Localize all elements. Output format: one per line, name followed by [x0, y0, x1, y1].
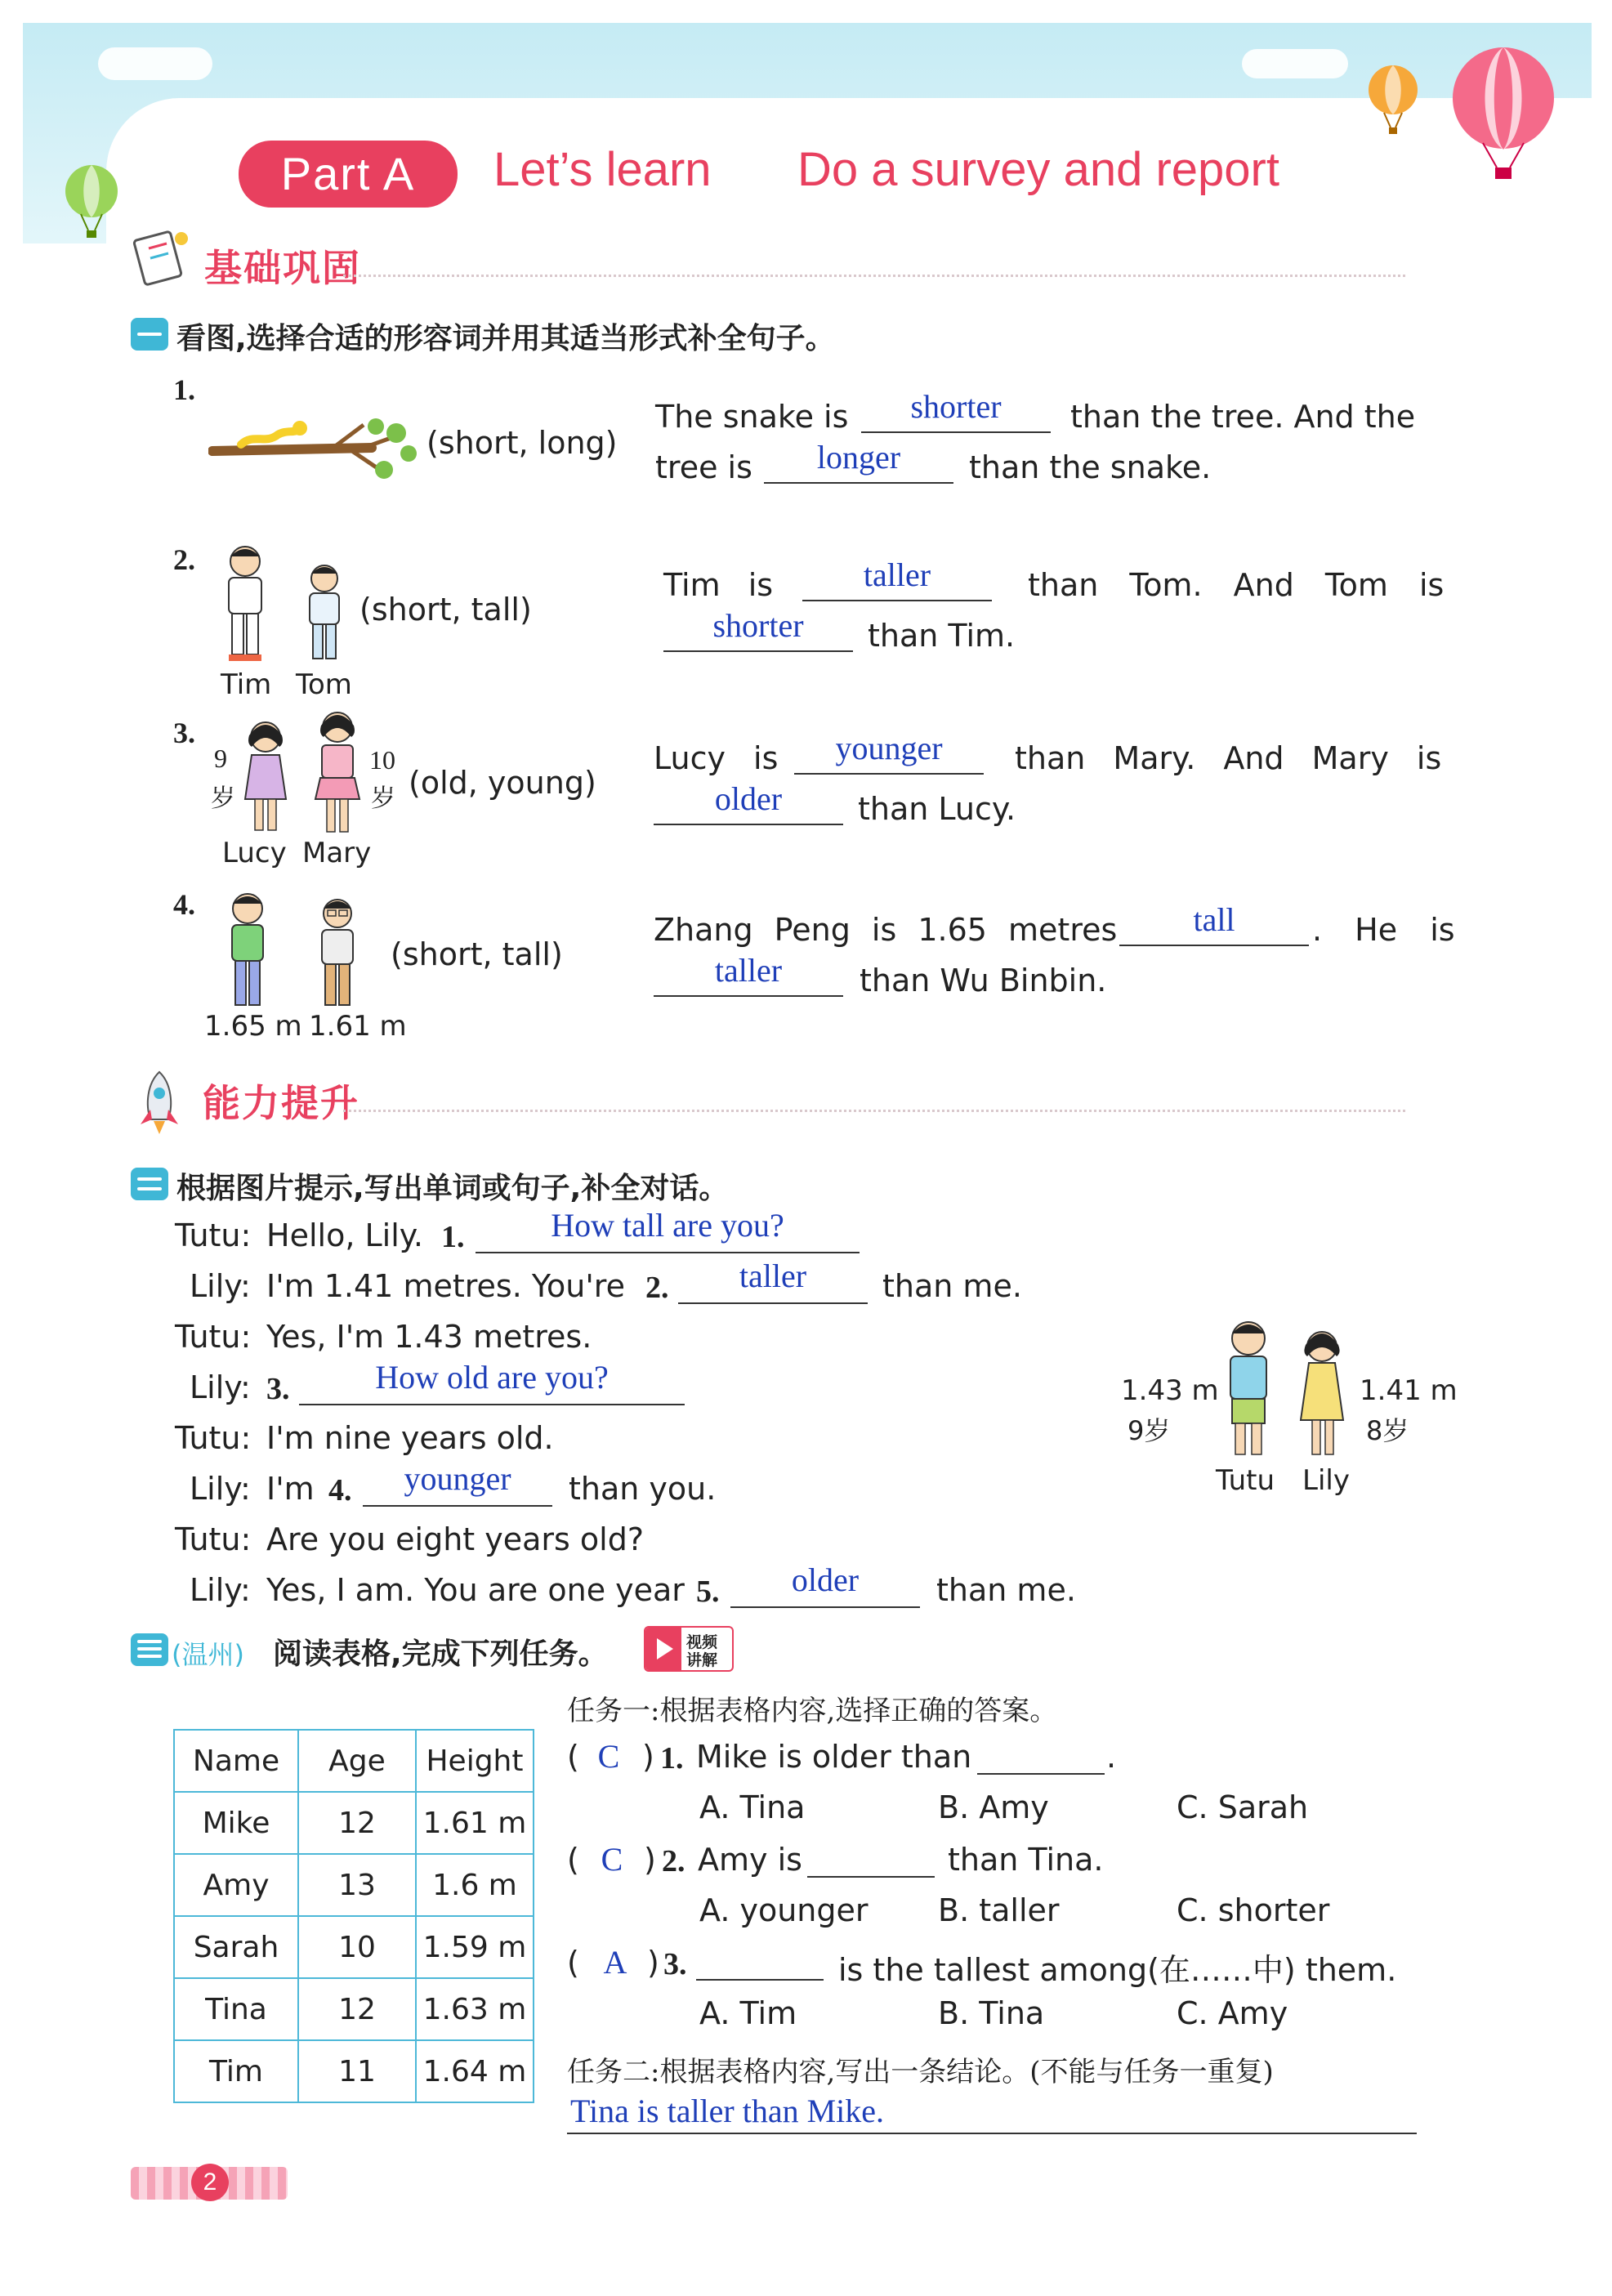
play-icon	[645, 1628, 681, 1670]
q4-answer-1: tall	[1193, 901, 1235, 938]
q3-answer-1: younger	[835, 730, 943, 766]
mc-number: 3.	[663, 1947, 687, 1981]
q1-text-a: The snake is	[655, 399, 849, 435]
q4-hint: (short, tall)	[391, 936, 563, 972]
table-row	[174, 2040, 534, 2102]
mc-paren-close: )	[647, 1945, 659, 1981]
mc-option: B. Amy	[938, 1789, 1049, 1825]
q3-answer-2: older	[714, 780, 783, 817]
mc-number: 1.	[660, 1741, 684, 1776]
q3-blank-2[interactable]	[654, 824, 843, 825]
dialog-speaker: Tutu:	[175, 1521, 252, 1557]
mc-paren-close: )	[644, 1842, 656, 1878]
video-label-2: 讲解	[686, 1651, 718, 1669]
table-header: Height	[416, 1730, 534, 1792]
cloud-icon	[1242, 49, 1348, 78]
q2-name-tom: Tom	[296, 668, 352, 701]
q2-answer-2: shorter	[712, 607, 804, 644]
mc-paren-open: (	[567, 1945, 579, 1981]
page-number-circle	[191, 2164, 229, 2201]
q2-text-d: than Tim.	[868, 618, 1016, 654]
q1-blank-1[interactable]	[861, 431, 1051, 433]
table-cell: Tim	[174, 2040, 298, 2102]
q1-answer-1: shorter	[910, 388, 1002, 425]
mc-stem: Mike is older than	[696, 1739, 972, 1775]
table-cell: 12	[298, 1792, 416, 1854]
boy-tim-figure	[214, 543, 276, 666]
dialog-text-after: than me.	[936, 1572, 1076, 1608]
lily-name: Lily	[1302, 1464, 1350, 1497]
boy-tom-figure	[298, 562, 351, 667]
lesson-title-survey: Do a survey and report	[797, 143, 1279, 196]
dialog-blank-4[interactable]	[363, 1505, 552, 1507]
mc-blank-3[interactable]	[696, 1979, 824, 1981]
table-row	[174, 1792, 534, 1854]
q4-height-1: 1.65 m	[204, 1010, 302, 1043]
table-row	[174, 1978, 534, 2040]
mc-answer-2: C	[601, 1841, 623, 1878]
table-cell: 1.6 m	[416, 1854, 534, 1916]
girl-mary-figure	[309, 708, 366, 840]
mc-stem-after: is the tallest among(在……中) them.	[838, 1952, 1397, 1988]
dialog-blank-5[interactable]	[730, 1606, 920, 1608]
rocket-icon	[131, 1069, 188, 1137]
table-row	[174, 1916, 534, 1978]
table-header-row	[174, 1730, 534, 1792]
table-cell: 12	[298, 1978, 416, 2040]
dialog-speaker: Tutu:	[175, 1319, 252, 1355]
section-title-basic: 基础巩固	[204, 246, 361, 290]
q3-blank-1[interactable]	[794, 773, 984, 775]
dialog-answer-4: younger	[404, 1460, 511, 1497]
mc-answer-1: C	[597, 1738, 620, 1775]
q1-text-c: tree is	[655, 449, 752, 485]
boy-tutu-figure	[1216, 1317, 1281, 1464]
mc-stem-after: .	[1106, 1739, 1117, 1775]
q4-number: 4.	[173, 888, 195, 921]
tutu-height: 1.43 m	[1121, 1374, 1219, 1407]
dialog-blank-number: 3.	[266, 1372, 290, 1406]
dialog-speaker: Lily:	[190, 1268, 251, 1304]
q3-text-a: Lucy is	[654, 740, 779, 776]
dialog-blank-2[interactable]	[678, 1302, 868, 1304]
section-divider	[343, 1110, 1405, 1112]
q2-blank-2[interactable]	[663, 650, 853, 652]
table-cell: Tina	[174, 1978, 298, 2040]
dialog-text: Yes, I am. You are one year	[266, 1572, 685, 1608]
table-header: Age	[298, 1730, 416, 1792]
task2-title: 任务二:根据表格内容,写出一条结论。(不能与任务一重复)	[567, 2056, 1274, 2088]
girl-lucy-figure	[237, 717, 294, 840]
dialog-answer-1: How tall are you?	[551, 1207, 784, 1244]
dialog-answer-2: taller	[739, 1257, 807, 1294]
lily-age: 8岁	[1366, 1415, 1409, 1446]
q1-number: 1.	[173, 373, 195, 406]
task2-blank[interactable]	[567, 2133, 1417, 2134]
q3-age-mary: 10	[369, 745, 395, 775]
hot-air-balloon-icon	[1446, 45, 1561, 184]
dialog-speaker: Lily:	[190, 1471, 251, 1507]
tutu-name: Tutu	[1216, 1464, 1275, 1497]
section-number-one-icon	[131, 318, 168, 351]
section2-instruction: 根据图片提示,写出单词或句子,补全对话。	[176, 1172, 729, 1205]
dialog-text: I'm nine years old.	[266, 1420, 554, 1456]
video-explanation-button[interactable]	[644, 1626, 734, 1672]
hot-air-balloon-icon	[61, 163, 123, 245]
table-cell: 1.64 m	[416, 2040, 534, 2102]
part-badge	[239, 141, 458, 208]
dialog-blank-number: 5.	[696, 1575, 720, 1609]
dialog-text: Are you eight years old?	[266, 1521, 645, 1557]
q4-text-d: than Wu Binbin.	[860, 963, 1107, 998]
dialog-text-after: than you.	[569, 1471, 717, 1507]
dialog-blank-3[interactable]	[299, 1404, 685, 1405]
video-label-1: 视频	[686, 1633, 718, 1651]
q2-name-tim: Tim	[221, 668, 272, 701]
q2-answer-1: taller	[863, 556, 931, 593]
part-label: Part A	[280, 148, 416, 199]
dialog-speaker: Tutu:	[175, 1217, 252, 1253]
dialog-text: I'm 1.41 metres. You're	[266, 1268, 625, 1304]
table-cell: 10	[298, 1916, 416, 1978]
dialog-text: Hello, Lily.	[266, 1217, 423, 1253]
dialog-text: Yes, I'm 1.43 metres.	[266, 1319, 592, 1355]
lily-height: 1.41 m	[1360, 1374, 1458, 1407]
dialog-speaker: Lily:	[190, 1572, 251, 1608]
q3-hint: (old, young)	[409, 765, 596, 801]
section3-region: (温州)	[172, 1639, 244, 1670]
mc-paren-open: (	[567, 1842, 579, 1878]
table-cell: 1.63 m	[416, 1978, 534, 2040]
section1-instruction: 看图,选择合适的形容词并用其适当形式补全句子。	[176, 322, 835, 355]
dialog-blank-number: 1.	[441, 1220, 465, 1254]
boy-zhang-peng-figure	[219, 891, 276, 1013]
q1-answer-2: longer	[816, 439, 901, 476]
dialog-speaker: Tutu:	[175, 1420, 252, 1456]
section-number-three-icon	[131, 1633, 168, 1666]
q4-answer-2: taller	[714, 952, 783, 989]
mc-option: B. Tina	[938, 1995, 1045, 2031]
cloud-icon	[98, 47, 212, 80]
hot-air-balloon-icon	[1364, 64, 1422, 137]
q4-text-a: Zhang Peng is 1.65 metres	[654, 912, 1118, 948]
q3-name-mary: Mary	[302, 837, 372, 869]
table-cell: Amy	[174, 1854, 298, 1916]
mc-answer-3: A	[603, 1944, 627, 1981]
mc-stem-after: than Tina.	[948, 1842, 1104, 1878]
q3-age-mary-unit: 岁	[371, 784, 395, 813]
mc-option: B. taller	[938, 1892, 1060, 1928]
q2-blank-1[interactable]	[802, 600, 992, 601]
q2-number: 2.	[173, 543, 195, 576]
mc-paren-close: )	[642, 1739, 654, 1775]
q2-text-b: than Tom. And Tom is	[1028, 567, 1445, 603]
dialog-answer-3: How old are you?	[375, 1359, 609, 1396]
mc-paren-open: (	[567, 1739, 579, 1775]
dialog-blank-number: 4.	[328, 1473, 352, 1508]
table-cell: Sarah	[174, 1916, 298, 1978]
table-cell: 13	[298, 1854, 416, 1916]
q3-name-lucy: Lucy	[222, 837, 287, 869]
snake-on-branch-image	[208, 409, 421, 490]
girl-lily-figure	[1293, 1325, 1351, 1464]
q2-hint: (short, tall)	[359, 592, 532, 628]
mc-stem: Amy is	[698, 1842, 802, 1878]
q4-blank-2[interactable]	[654, 995, 843, 997]
q3-text-d: than Lucy.	[858, 791, 1016, 827]
q4-text-b: . He is	[1312, 912, 1455, 948]
mc-option: A. younger	[699, 1892, 869, 1928]
q1-text-d: than the snake.	[969, 449, 1212, 485]
dialog-blank-1[interactable]	[476, 1252, 860, 1253]
q3-age-lucy: 9	[214, 744, 227, 773]
boy-wu-binbin-figure	[310, 896, 364, 1013]
notebook-icon	[131, 224, 196, 286]
mc-number: 2.	[662, 1844, 685, 1878]
table-cell: 11	[298, 2040, 416, 2102]
table-cell: 1.59 m	[416, 1916, 534, 1978]
task2-answer: Tina is taller than Mike.	[570, 2093, 885, 2129]
data-table	[173, 1729, 534, 2103]
mc-option: C. Amy	[1177, 1995, 1288, 2031]
q4-height-2: 1.61 m	[309, 1010, 407, 1043]
mc-option: C. shorter	[1177, 1892, 1330, 1928]
mc-option: A. Tim	[699, 1995, 797, 2031]
q1-text-b: than the tree. And the	[1070, 399, 1416, 435]
q1-hint: (short, long)	[426, 425, 618, 461]
table-cell: 1.61 m	[416, 1792, 534, 1854]
q4-blank-1[interactable]	[1119, 945, 1309, 946]
dialog-speaker: Lily:	[190, 1369, 251, 1405]
mc-option: A. Tina	[699, 1789, 806, 1825]
mc-option: C. Sarah	[1177, 1789, 1309, 1825]
tutu-age: 9岁	[1128, 1415, 1171, 1446]
section3-instruction: 阅读表格,完成下列任务。	[273, 1637, 608, 1671]
table-header: Name	[174, 1730, 298, 1792]
dialog-text-after: than me.	[882, 1268, 1022, 1304]
dialog-answer-5: older	[791, 1561, 860, 1598]
task1-title: 任务一:根据表格内容,选择正确的答案。	[567, 1695, 1058, 1727]
mc-blank-2[interactable]	[807, 1876, 935, 1878]
section-number-two-icon	[131, 1168, 168, 1200]
q3-age-lucy-unit: 岁	[211, 784, 235, 813]
page-number: 2	[203, 2169, 217, 2195]
mc-blank-1[interactable]	[977, 1773, 1105, 1775]
section-title-ability: 能力提升	[203, 1081, 359, 1125]
dialog-blank-number: 2.	[645, 1271, 669, 1305]
table-row	[174, 1854, 534, 1916]
lesson-title-learn: Let’s learn	[493, 143, 712, 196]
q1-blank-2[interactable]	[764, 482, 953, 484]
section-divider	[343, 275, 1405, 277]
q2-text-a: Tim is	[663, 567, 774, 603]
dialog-text: I'm	[266, 1471, 315, 1507]
q3-text-b: than Mary. And Mary is	[1015, 740, 1442, 776]
q3-number: 3.	[173, 717, 195, 749]
table-cell: Mike	[174, 1792, 298, 1854]
